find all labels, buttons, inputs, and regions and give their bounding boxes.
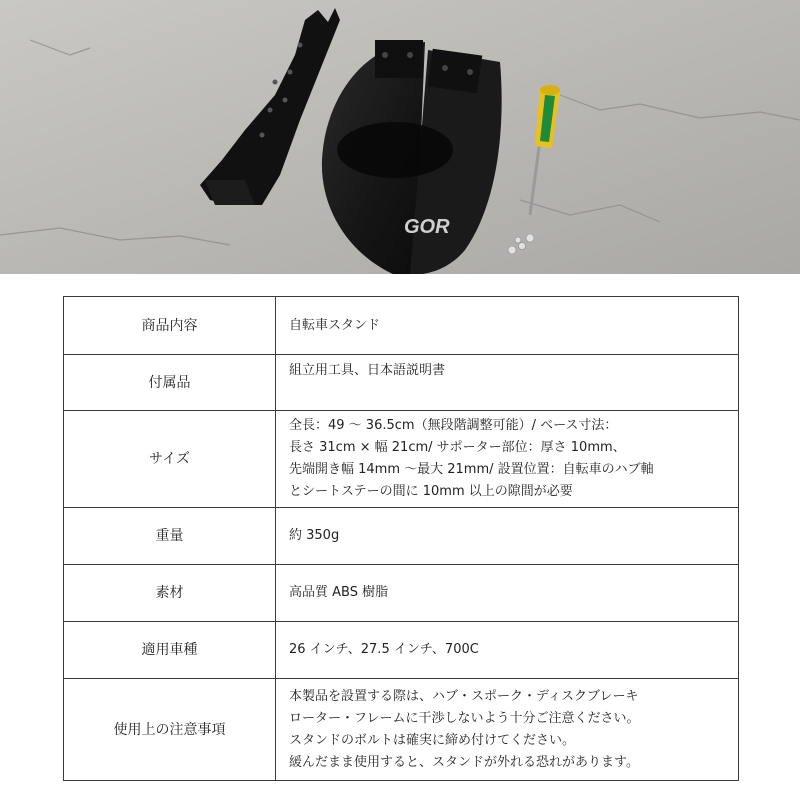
- row-value: [276, 355, 739, 411]
- value-line: 全長：49 ～ 36.5cm（無段階調整可能）/ ベース寸法：: [289, 418, 618, 433]
- row-value: [276, 297, 739, 355]
- table-row: [64, 297, 739, 355]
- value-line: 本製品を設置する際は、ハブ・スポーク・ディスクブレーキ: [289, 688, 639, 704]
- table-row: [64, 355, 739, 411]
- value-line: 自転車スタンド: [289, 317, 381, 333]
- value-line: 約 350g: [289, 528, 340, 543]
- row-label: 適用車種: [64, 622, 276, 679]
- table-row: [64, 508, 739, 565]
- row-value: [276, 622, 739, 679]
- table-row: [64, 679, 739, 781]
- table-row: [64, 411, 739, 508]
- row-value: [276, 679, 739, 781]
- value-line: スタンドのボルトは確実に締め付けてください。: [289, 732, 576, 748]
- product-photo: [0, 0, 800, 274]
- row-value: [276, 508, 739, 565]
- spec-table: [63, 296, 739, 781]
- row-label: 商品内容: [64, 297, 276, 355]
- table-row: [64, 622, 739, 679]
- value-line: ローター・フレームに干渉しないよう十分ご注意ください。: [289, 710, 640, 726]
- row-label: 素材: [64, 565, 276, 622]
- row-value: [276, 411, 739, 508]
- value-line: 26 インチ、27.5 インチ、700C: [289, 642, 479, 657]
- table-row: [64, 565, 739, 622]
- row-label: 付属品: [64, 355, 276, 411]
- row-label: 重量: [64, 508, 276, 565]
- brand-logo-text: GOR: [404, 216, 450, 238]
- row-label: サイズ: [64, 411, 276, 508]
- row-label: 使用上の注意事項: [64, 679, 276, 781]
- value-line: 先端開き幅 14mm ～最大 21mm/ 設置位置：自転車のハブ軸: [289, 462, 654, 477]
- value-line: 緩んだまま使用すると、スタンドが外れる恐れがあります。: [289, 754, 639, 770]
- value-line: 高品質 ABS 樹脂: [289, 585, 389, 600]
- value-line: 長さ 31cm × 幅 21cm/ サポーター部位：厚さ 10mm、: [289, 440, 626, 455]
- value-line: とシートステーの間に 10mm 以上の隙間が必要: [289, 484, 573, 499]
- value-line: 組立用工具、日本語説明書: [289, 363, 446, 378]
- row-value: [276, 565, 739, 622]
